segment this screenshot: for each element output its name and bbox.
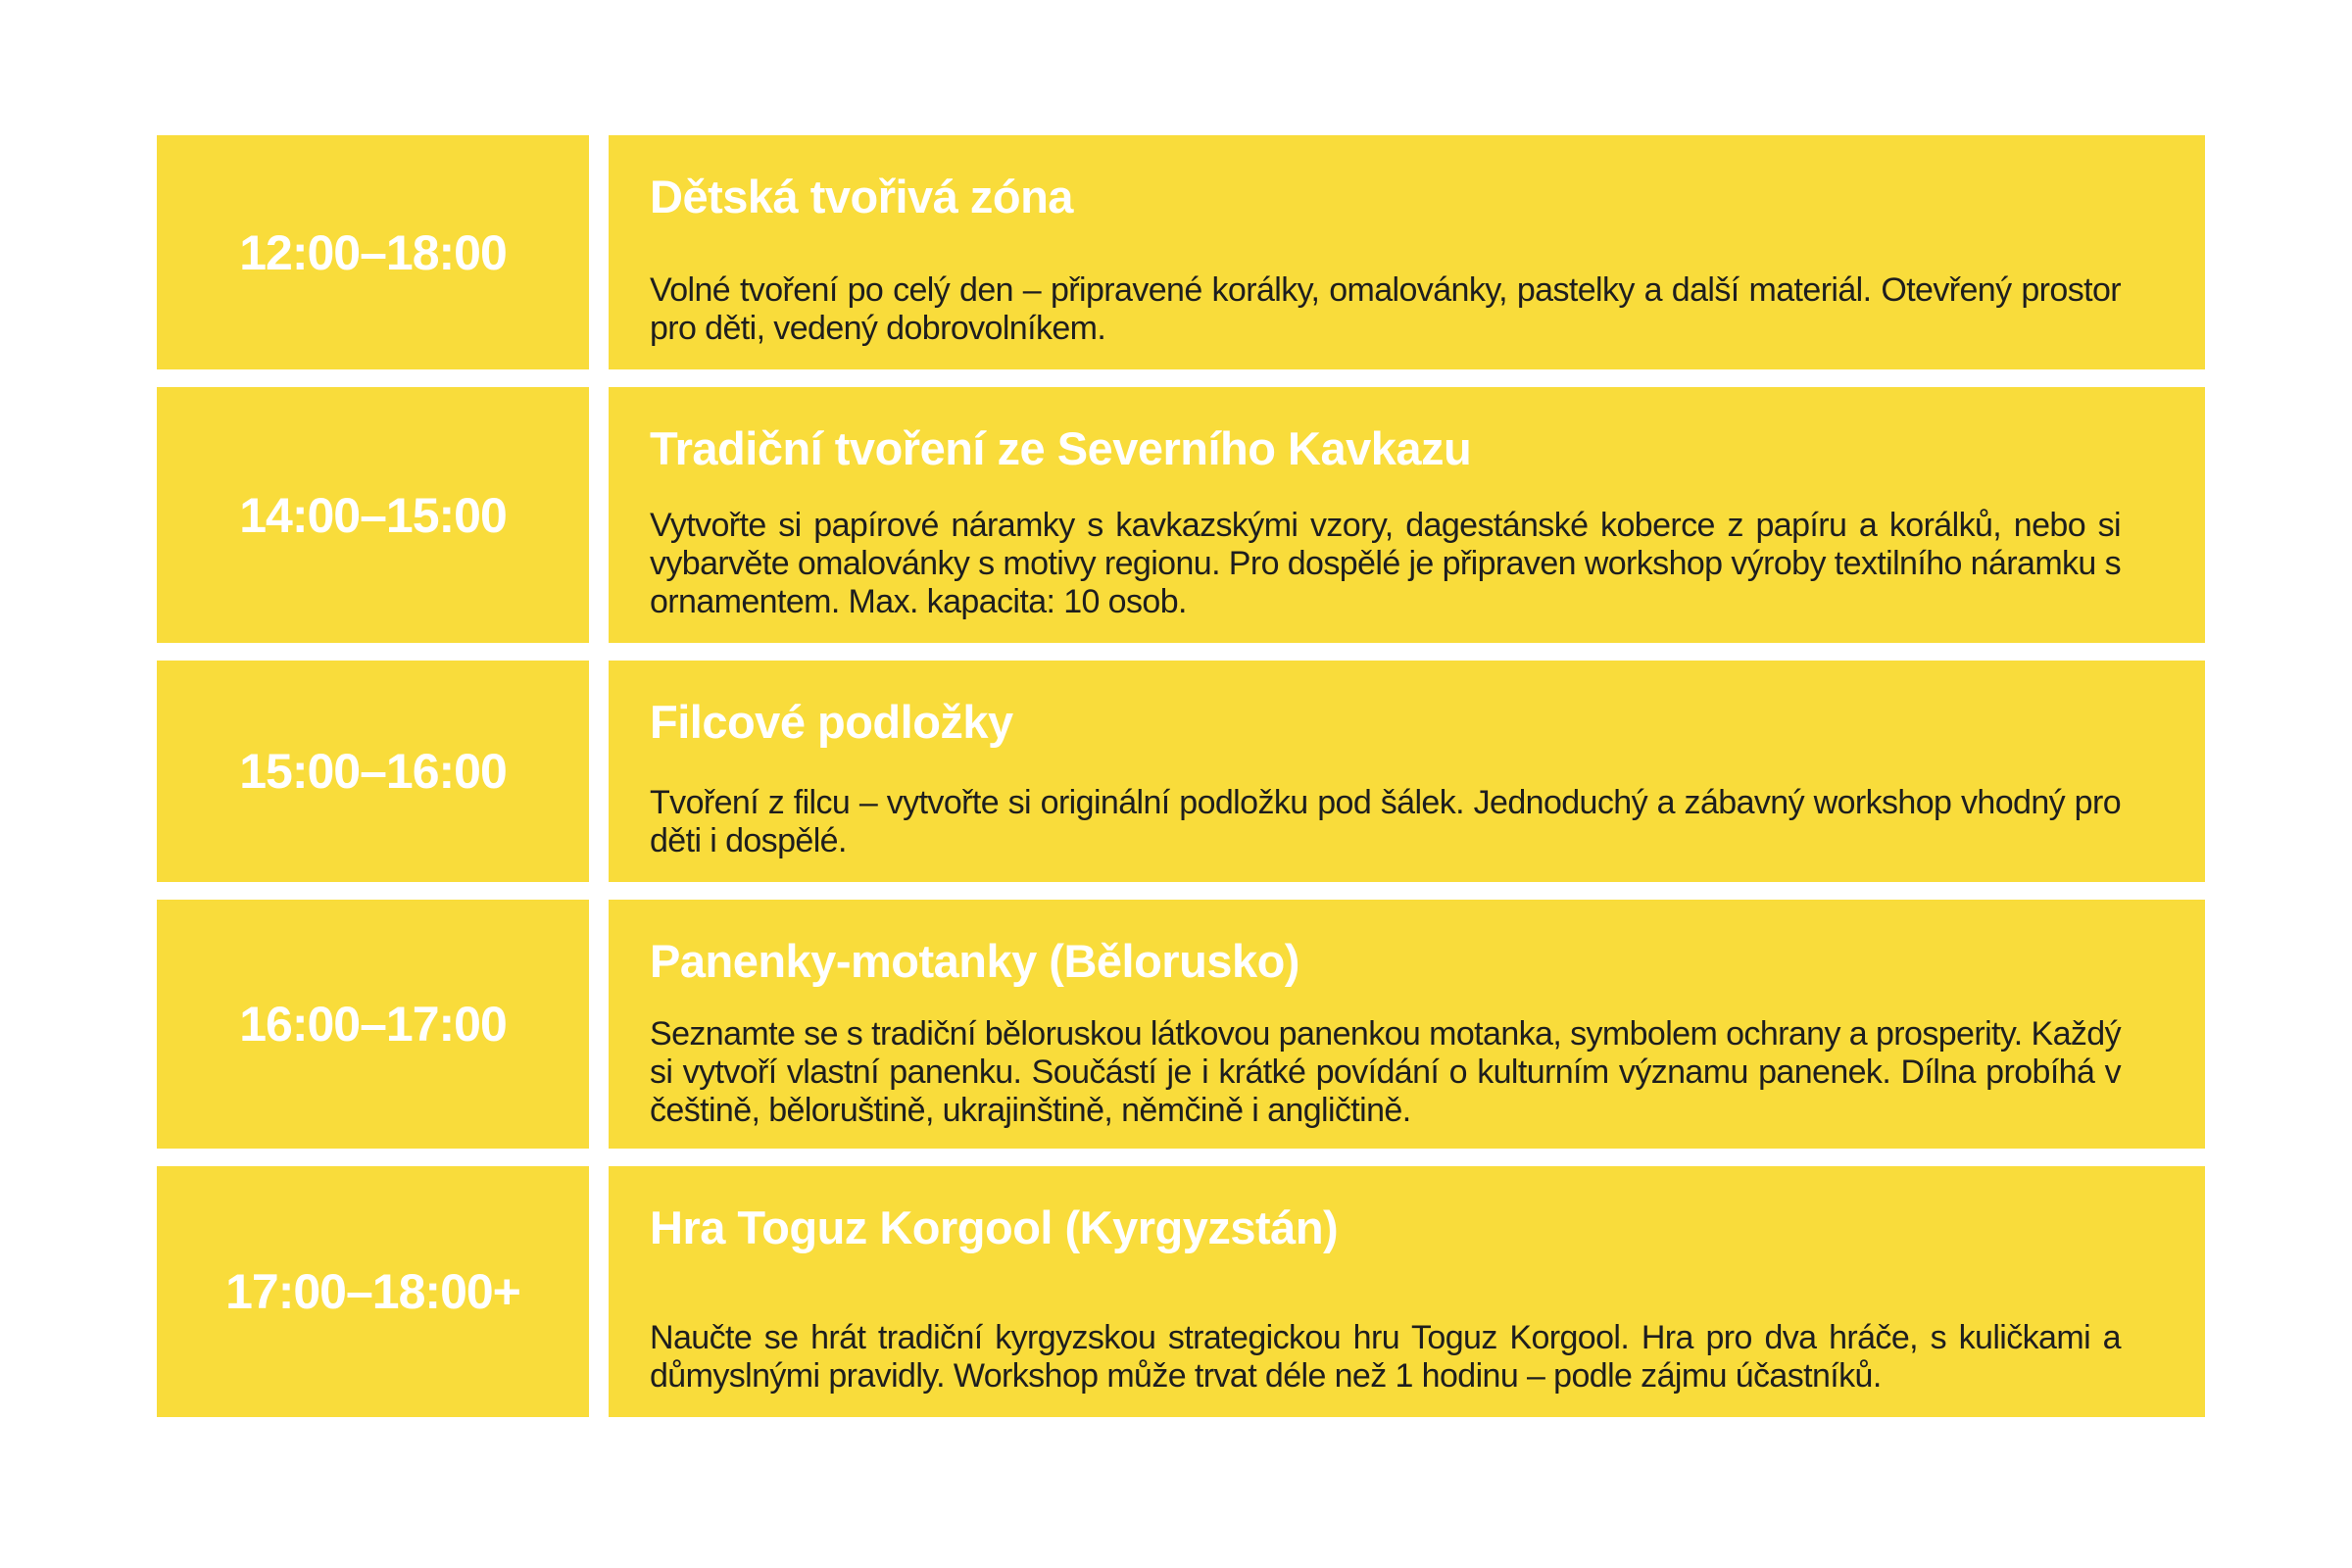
schedule-row — [157, 387, 2205, 643]
schedule-row — [157, 900, 2205, 1149]
time-cell — [157, 900, 589, 1149]
activity-description: Naučte se hrát tradiční kyrgyzskou strategickou hru Toguz Korgool. Hra pro dva hráče, s kuličkami a důmyslnými pravidly. Workshop může trvat déle než 1 hodinu – podle zájmu účastníků. — [650, 1319, 2121, 1395]
time-cell — [157, 661, 589, 882]
time-cell — [157, 1166, 589, 1417]
activity-description: Seznamte se s tradiční běloruskou látkovou panenkou motanka, symbolem ochrany a prosperity. Každý si vytvoří vlastní panenku. Součástí je i krátké povídání o kulturním významu panenek. Dílna probíhá v češtině, běloruštině, ukrajinštině, němčině i angličtině. — [650, 1015, 2121, 1130]
activity-title: Dětská tvořivá zóna — [650, 171, 1073, 222]
activity-title: Filcové podložky — [650, 696, 1013, 748]
time-label: 16:00–17:00 — [239, 997, 507, 1052]
activity-title: Hra Toguz Korgool (Kyrgyzstán) — [650, 1201, 1339, 1253]
activity-cell — [609, 387, 2205, 643]
time-cell — [157, 135, 589, 369]
activity-description: Tvoření z filcu – vytvořte si originální podložku pod šálek. Jednoduchý a zábavný workshop vhodný pro děti i dospělé. — [650, 784, 2121, 859]
activity-description: Vytvořte si papírové náramky s kavkazskými vzory, dagestánské koberce z papíru a korálků, nebo si vybarvěte omalovánky s motivy regionu. Pro dospělé je připraven workshop výroby textilního náramku s ornamentem. Max. kapacita: 10 osob. — [650, 507, 2121, 620]
time-label: 17:00–18:00+ — [225, 1264, 520, 1319]
schedule-row — [157, 1166, 2205, 1417]
activity-description: Volné tvoření po celý den – připravené korálky, omalovánky, pastelky a další materiál. Otevřený prostor pro děti, vedený dobrovolníkem. — [650, 271, 2121, 347]
schedule-table — [157, 135, 2205, 1417]
activity-cell — [609, 661, 2205, 882]
activity-cell — [609, 1166, 2205, 1417]
activity-cell — [609, 900, 2205, 1149]
activity-title: Tradiční tvoření ze Severního Kavkazu — [650, 422, 1472, 474]
activity-title: Panenky-motanky (Bělorusko) — [650, 935, 1299, 987]
time-label: 12:00–18:00 — [239, 224, 507, 280]
time-cell — [157, 387, 589, 643]
time-label: 14:00–15:00 — [239, 487, 507, 543]
activity-cell — [609, 135, 2205, 369]
schedule-row — [157, 135, 2205, 369]
time-label: 15:00–16:00 — [239, 744, 507, 799]
schedule-row — [157, 661, 2205, 882]
